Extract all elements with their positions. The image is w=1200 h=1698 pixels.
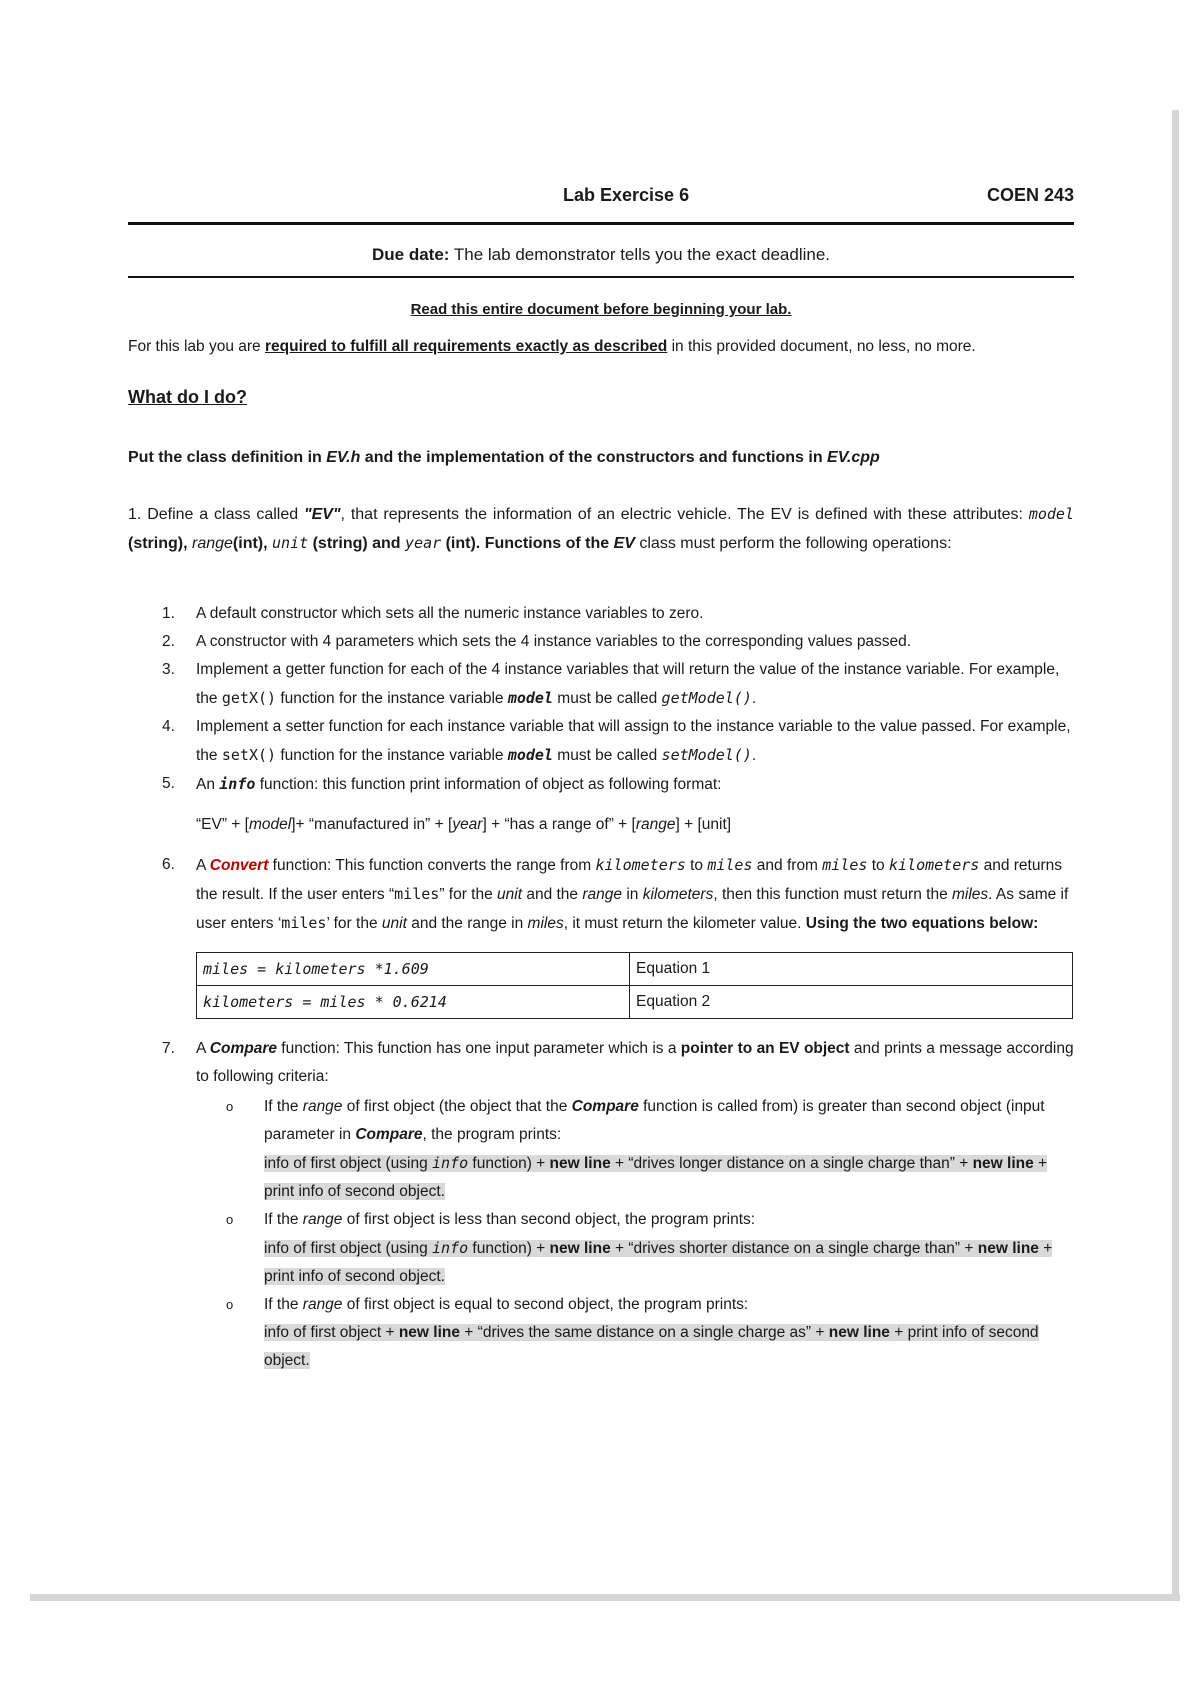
equation-label: Equation 2 <box>630 986 1073 1019</box>
list-item: 2. A constructor with 4 parameters which sets the 4 instance variables to the corresponding values passed. <box>162 633 912 650</box>
list-item: 7. A Compare function: This function has one input parameter which is a pointer to an EV object and prints a message according to following criteria: o If the range of first object (the object that the Compare function is called from) is greater than second object (input parameter in Compare, the program prints: info of first object (using info function) + new line + “drives longer distance on a single charge than” + new line + print info of second object. o If the range of first object is less than second object, the program prints: info of first object (using info function) + new line + “drives shorter distance on a single charge than” + new line + print info of second object. o If the range of first object is equal to second object, the program prints: info of first object + new line + “drives the same distance on a single charge as” + new line + print info of second object. <box>128 1035 1074 1375</box>
table-row <box>197 986 1073 1019</box>
section-heading: What do I do? <box>128 387 247 407</box>
course-code: COEN 243 <box>986 185 1074 205</box>
equation-formula: kilometers = miles * 0.6214 <box>197 986 630 1019</box>
list-item: 1. A default constructor which sets all the numeric instance variables to zero. <box>162 605 704 622</box>
equation-label: Equation 1 <box>630 953 1073 986</box>
list-item: 5. An info function: this function print information of object as following format: “EV” + [model]+ “manufactured in” + [year] + “has a range of” + [range] + [unit] <box>128 770 1074 839</box>
list-item: 3. Implement a getter function for each of the 4 instance variables that will return the value of the instance variable. For example, the getX() function for the instance variable model must be called getModel(). <box>162 661 1060 707</box>
due-date: Due date: The lab demonstrator tells you the exact deadline. <box>372 245 830 264</box>
criteria-item: o If the range of first object (the object that the Compare function is called from) is greater than second object (input parameter in Compare, the program prints: info of first object (using info function) + new line + “drives longer distance on a single charge than” + new line + print info of second object. <box>226 1098 1048 1200</box>
page-shadow-right <box>1172 110 1179 1600</box>
header-rule <box>128 222 1074 225</box>
put-instruction: Put the class definition in EV.h and the implementation of the constructors and functions in EV.cpp <box>128 449 880 466</box>
intro-paragraph: For this lab you are required to fulfill all requirements exactly as described in this provided document, no less, no more. <box>128 338 976 355</box>
criteria-list <box>196 1093 1074 1375</box>
page-shadow-bottom <box>30 1594 1180 1601</box>
lab-title: Lab Exercise 6 <box>563 185 690 205</box>
table-row <box>197 953 1073 986</box>
list-item: 6. A Convert function: This function converts the range from kilometers to miles and from miles to kilometers and returns the result. If the user enters “miles” for the unit and the range in kilometers, then this function must return the miles. As same if user enters ‘miles’ for the unit and the range in miles, it must return the kilometer value. Using the two equations below: miles = kilometers *1.609 Equation 1 kilometers = miles * 0.6214 Equation 2 <box>128 851 1074 1019</box>
class-definition-paragraph: 1. Define a class called "EV", that represents the information of an electric vehicle. The EV is defined with these attributes: model (string), range(int), unit (string) and year (int). Functions of the EV class must perform the following operations: <box>128 505 1074 552</box>
equation-formula: miles = kilometers *1.609 <box>197 953 630 986</box>
list-item: 4. Implement a setter function for each instance variable that will assign to the instance variable to the value passed. For example, the setX() function for the instance variable model must be called setModel(). <box>162 718 1071 764</box>
due-rule <box>128 276 1074 278</box>
read-notice: Read this entire document before beginning your lab. <box>410 301 792 318</box>
equations-table <box>196 952 1073 1019</box>
criteria-item: o If the range of first object is equal to second object, the program prints: info of first object + new line + “drives the same distance on a single charge as” + new line + print info of second object. <box>226 1296 1039 1369</box>
criteria-item: o If the range of first object is less than second object, the program prints: info of first object (using info function) + new line + “drives shorter distance on a single charge than” + new line + print info of second object. <box>226 1211 1053 1285</box>
info-format: “EV” + [model]+ “manufactured in” + [year] + “has a range of” + [range] + [unit] <box>196 816 732 833</box>
requirements-list <box>128 600 1074 1375</box>
